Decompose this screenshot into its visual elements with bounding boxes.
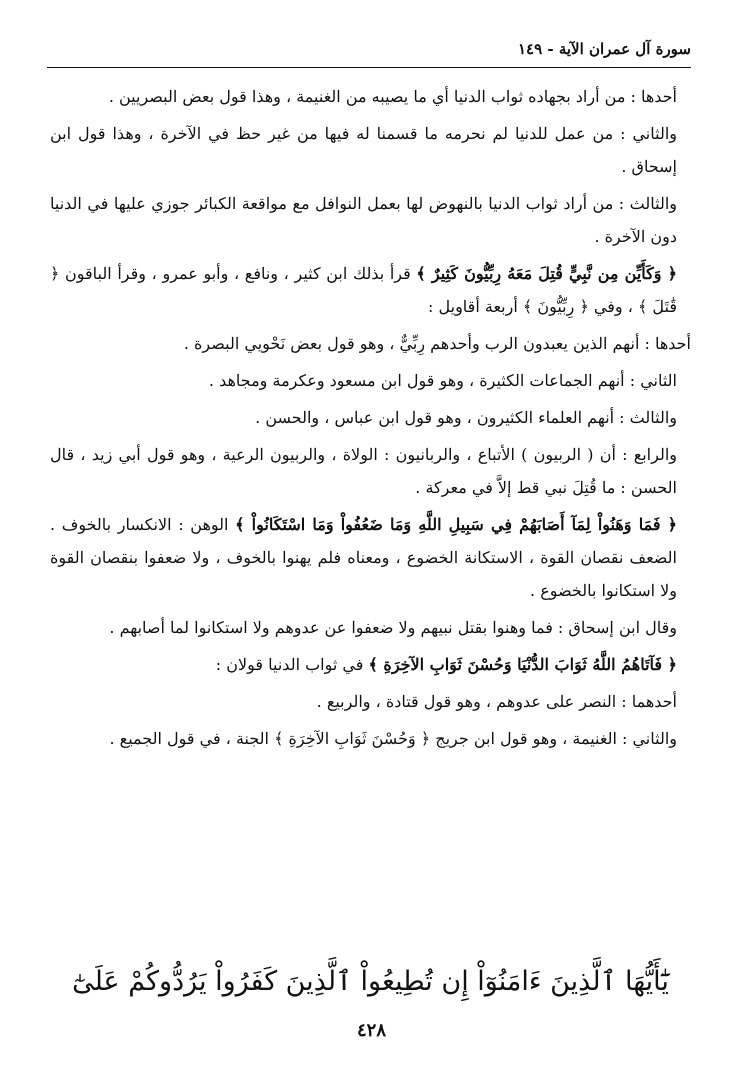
paragraph-text: والرابع : أن ( الربيون ) الأتباع ، والربانيون : الولاة ، والربيون الرعية ، وهو قول أبي زيد ، قال الحسن : ما قُتِلَ نبي قط إلاَّ في معركة . (50, 445, 677, 497)
paragraph (50, 722, 691, 755)
paragraph (50, 648, 691, 681)
paragraph (50, 438, 691, 504)
paragraph-text: أحدها : من أراد بجهاده ثواب الدنيا أي ما يصيبه من الغنيمة ، وهذا قول بعض البصريين . (108, 87, 677, 106)
paragraph-text: وقال ابن إسحاق : فما وهنوا بقتل نبيهم ولا ضعفوا عن عدوهم ولا استكانوا لما أصابهم . (109, 618, 677, 637)
paragraph (50, 257, 691, 323)
running-header: سورة آل عمران الآية - ١٤٩ (517, 40, 691, 58)
paragraph-text: والثالث : أنهم العلماء الكثيرون ، وهو قول ابن عباس ، والحسن . (255, 408, 677, 427)
page-number: ٤٢٨ (356, 1020, 386, 1041)
paragraph (50, 401, 691, 434)
paragraph-text: الثاني : أنهم الجماعات الكثيرة ، وهو قول ابن مسعود وعكرمة ومجاهد . (208, 371, 677, 390)
header-rule (47, 67, 691, 68)
paragraph (50, 508, 691, 607)
paragraph (50, 80, 691, 113)
paragraph-text: قرأ بذلك ابن كثير ، ونافع ، وأبو عمرو ، وقرأ الباقون ﴿ قَٰتَلَ ﴾ ، وفي ﴿ رِبِّيُّونَ ﴾ أربعة أقاويل : (50, 264, 677, 316)
paragraph-text: والثاني : من عمل للدنيا لم نحرمه ما قسمنا له فيها من غير حظ في الآخرة ، وهذا قول ابن إسحاق . (50, 124, 677, 176)
paragraph-text: في ثواب الدنيا قولان : (215, 655, 369, 674)
verse-quote: ﴿ فَمَا وَهَنُواْ لِمَآ أَصَابَهُمْ فِي سَبِيلِ اللَّهِ وَمَا ضَعُفُواْ وَمَا اسْتَكَانُواْ ﴾ (235, 515, 677, 534)
verse-quote: ﴿ وَكَأَيِّن مِن نَّبِيٍّ قُتِلَ مَعَهُ رِبِّيُّونَ كَثِيرٌ ﴾ (416, 264, 677, 283)
paragraph-text: والثاني : الغنيمة ، وهو قول ابن جريج ﴿ وَحُسْنَ ثَوَابِ الآخِرَةِ ﴾ الجنة ، في قول الجميع . (109, 729, 677, 748)
paragraph (50, 327, 691, 360)
paragraph-text: الوهن : الانكسار بالخوف . الضعف نقصان القوة ، الاستكانة الخضوع ، ومعناه فلم يهنوا بالخوف ، ولا ضعفوا بنقصان القوة ولا استكانوا بالخضوع . (50, 515, 678, 600)
verse-quote: ﴿ فَآتَاهُمُ اللَّهُ ثَوَابَ الدُّنْيَا وَحُسْنَ ثَوَابِ الآخِرَةِ ﴾ (368, 655, 677, 674)
paragraph (50, 364, 691, 397)
paragraph-text: أحدهما : النصر على عدوهم ، وهو قول قتادة ، والربيع . (316, 692, 677, 711)
paragraph (50, 685, 691, 718)
paragraph (50, 187, 691, 253)
commentary-body (50, 80, 691, 759)
paragraph (50, 611, 691, 644)
paragraph-text: أحدها : أنهم الذين يعبدون الرب وأحدهم رِبِّيٌّ ، وهو قول بعض نَحْويي البصرة . (183, 334, 691, 353)
quran-verse-line: يَٰٓأَيُّهَا ٱلَّذِينَ ءَامَنُوٓاْ إِن تُطِيعُواْ ٱلَّذِينَ كَفَرُواْ يَرُدُّوكُمْ عَلَىٰٓ (72, 966, 669, 997)
paragraph-text: والثالث : من أراد ثواب الدنيا بالنهوض لها بعمل النوافل مع مواقعة الكبائر جوزي عليها في الدنيا دون الآخرة . (50, 194, 677, 246)
paragraph (50, 117, 691, 183)
